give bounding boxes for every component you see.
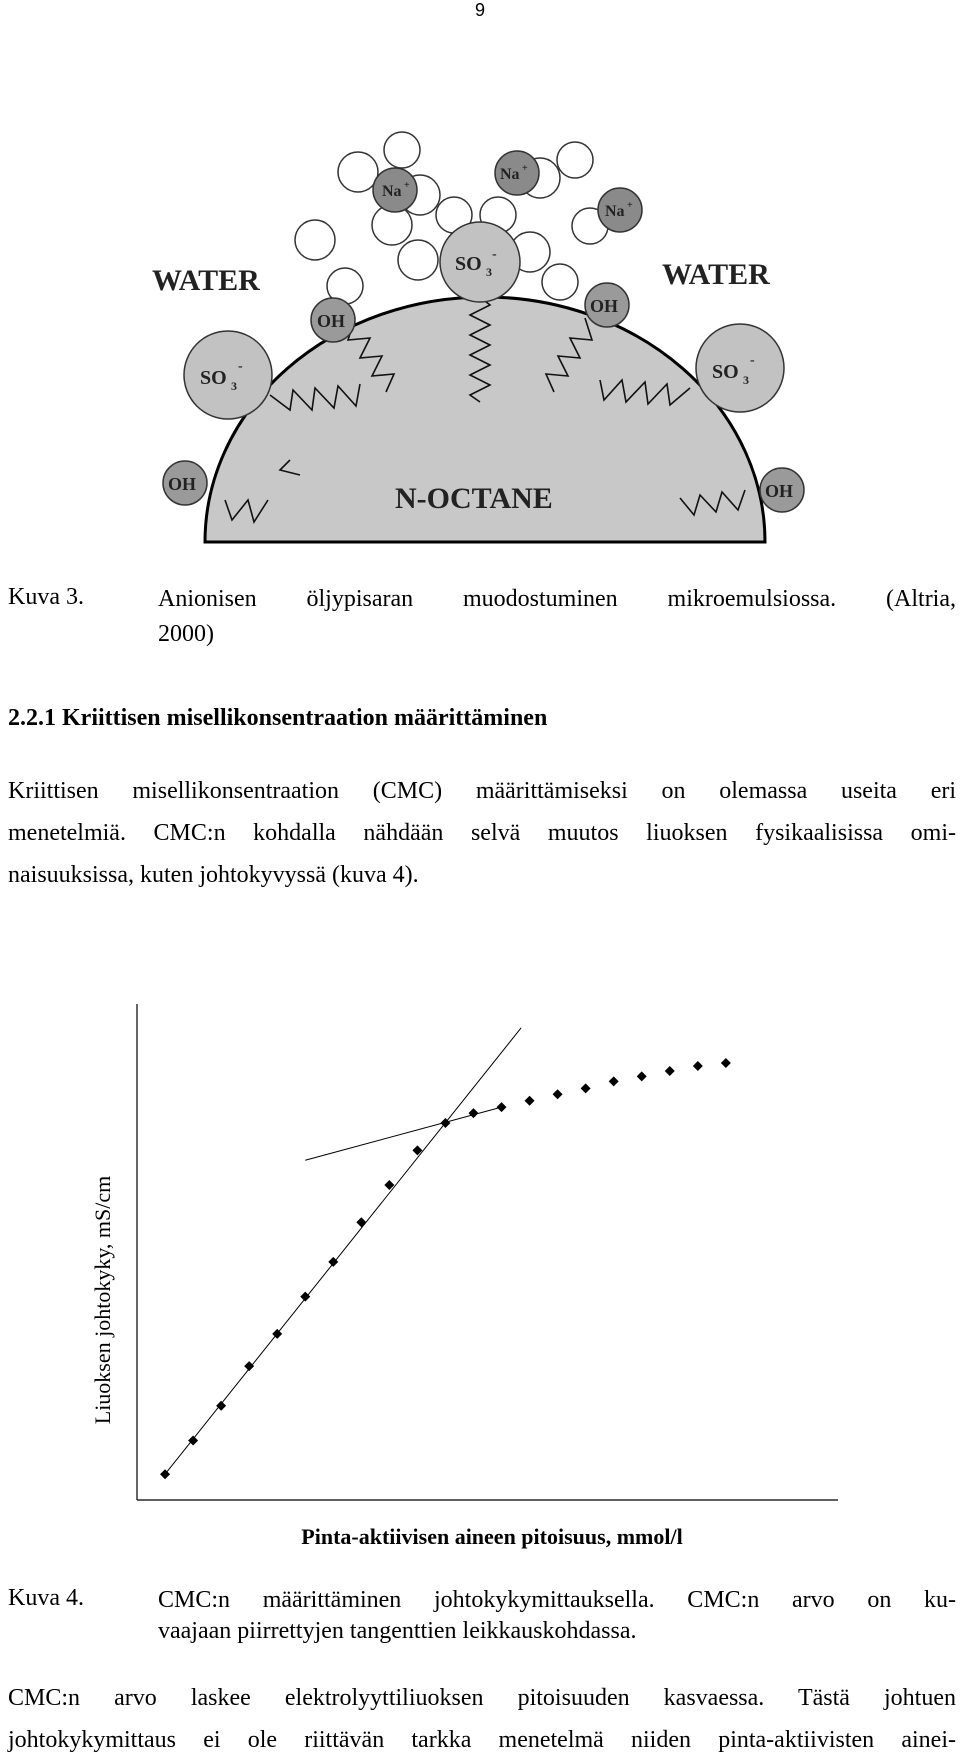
paragraph-line: naisuuksissa, kuten johtokyvyssä (kuva 4). [8, 862, 419, 888]
data-point [665, 1066, 675, 1076]
octane-label: N-OCTANE [395, 482, 553, 515]
water-label-left: WATER [152, 264, 260, 297]
data-point [160, 1469, 170, 1479]
svg-text:-: - [238, 359, 243, 374]
svg-text:+: + [627, 200, 633, 211]
figure4-caption-line2: vaajaan piirrettyjen tangenttien leikkauskohdassa. [158, 1618, 637, 1644]
data-point [693, 1061, 703, 1071]
svg-text:SO: SO [200, 367, 227, 389]
svg-text:OH: OH [168, 474, 197, 494]
svg-text:OH: OH [590, 296, 619, 316]
x-axis-label: Pinta-aktiivisen aineen pitoisuus, mmol/l [301, 1524, 683, 1549]
figure4-caption-line1: CMC:n määrittäminen johtokykymittauksella. CMC:n arvo on ku- [158, 1587, 956, 1613]
data-point [581, 1083, 591, 1093]
svg-text:Na: Na [605, 203, 625, 220]
page-number: 9 [474, 0, 485, 20]
paragraph-line: menetelmiä. CMC:n kohdalla nähdään selvä muutos liuoksen fysikaalisissa omi- [8, 820, 956, 846]
data-point [497, 1102, 507, 1112]
svg-text:SO: SO [712, 361, 739, 383]
closing-paragraph [8, 1677, 956, 1761]
svg-text:3: 3 [743, 373, 749, 387]
data-point [609, 1076, 619, 1086]
data-point [300, 1292, 310, 1302]
data-point [216, 1401, 226, 1411]
figure3-caption-line2: 2000) [158, 621, 214, 647]
svg-text:OH: OH [765, 481, 794, 501]
micelle-diagram [0, 0, 960, 560]
figure3-caption-label: Kuva 3. [8, 584, 84, 610]
paragraph-line: johtokykymittaus ei ole riittävän tarkka menetelmä niiden pinta-aktiivisten ainei- [8, 1727, 956, 1753]
data-point [721, 1058, 731, 1068]
paragraph-line: Kriittisen misellikonsentraation (CMC) määrittämiseksi on olemassa useita eri [8, 778, 956, 804]
svg-text:3: 3 [231, 379, 237, 393]
conductivity-chart [0, 990, 960, 1570]
svg-text:-: - [750, 353, 755, 368]
svg-text:-: - [492, 247, 497, 262]
data-point [525, 1096, 535, 1106]
section-heading: 2.2.1 Kriittisen misellikonsentraation määrittäminen [8, 705, 548, 731]
svg-text:3: 3 [486, 265, 492, 279]
chart-points [160, 1058, 731, 1479]
figure3-caption-line1: Anionisen öljypisaran muodostuminen mikroemulsiossa. (Altria, [158, 586, 956, 612]
water-label-right: WATER [662, 258, 770, 291]
chart-axes [137, 1004, 838, 1500]
data-point [637, 1071, 647, 1081]
svg-text:Na: Na [500, 166, 520, 183]
data-point [356, 1217, 366, 1227]
data-point [244, 1361, 254, 1371]
svg-text:+: + [404, 180, 410, 191]
data-point [468, 1108, 478, 1118]
data-point [553, 1089, 563, 1099]
y-axis-label: Liuoksen johtokyky, mS/cm [90, 1175, 115, 1425]
section-paragraph [8, 770, 956, 896]
svg-text:Na: Na [382, 183, 402, 200]
svg-text:SO: SO [455, 253, 482, 275]
svg-text:OH: OH [317, 311, 346, 331]
svg-text:+: + [522, 163, 528, 174]
paragraph-line: CMC:n arvo laskee elektrolyyttiliuoksen pitoisuuden kasvaessa. Tästä johtuen [8, 1685, 956, 1711]
figure4-caption-label: Kuva 4. [8, 1585, 84, 1611]
